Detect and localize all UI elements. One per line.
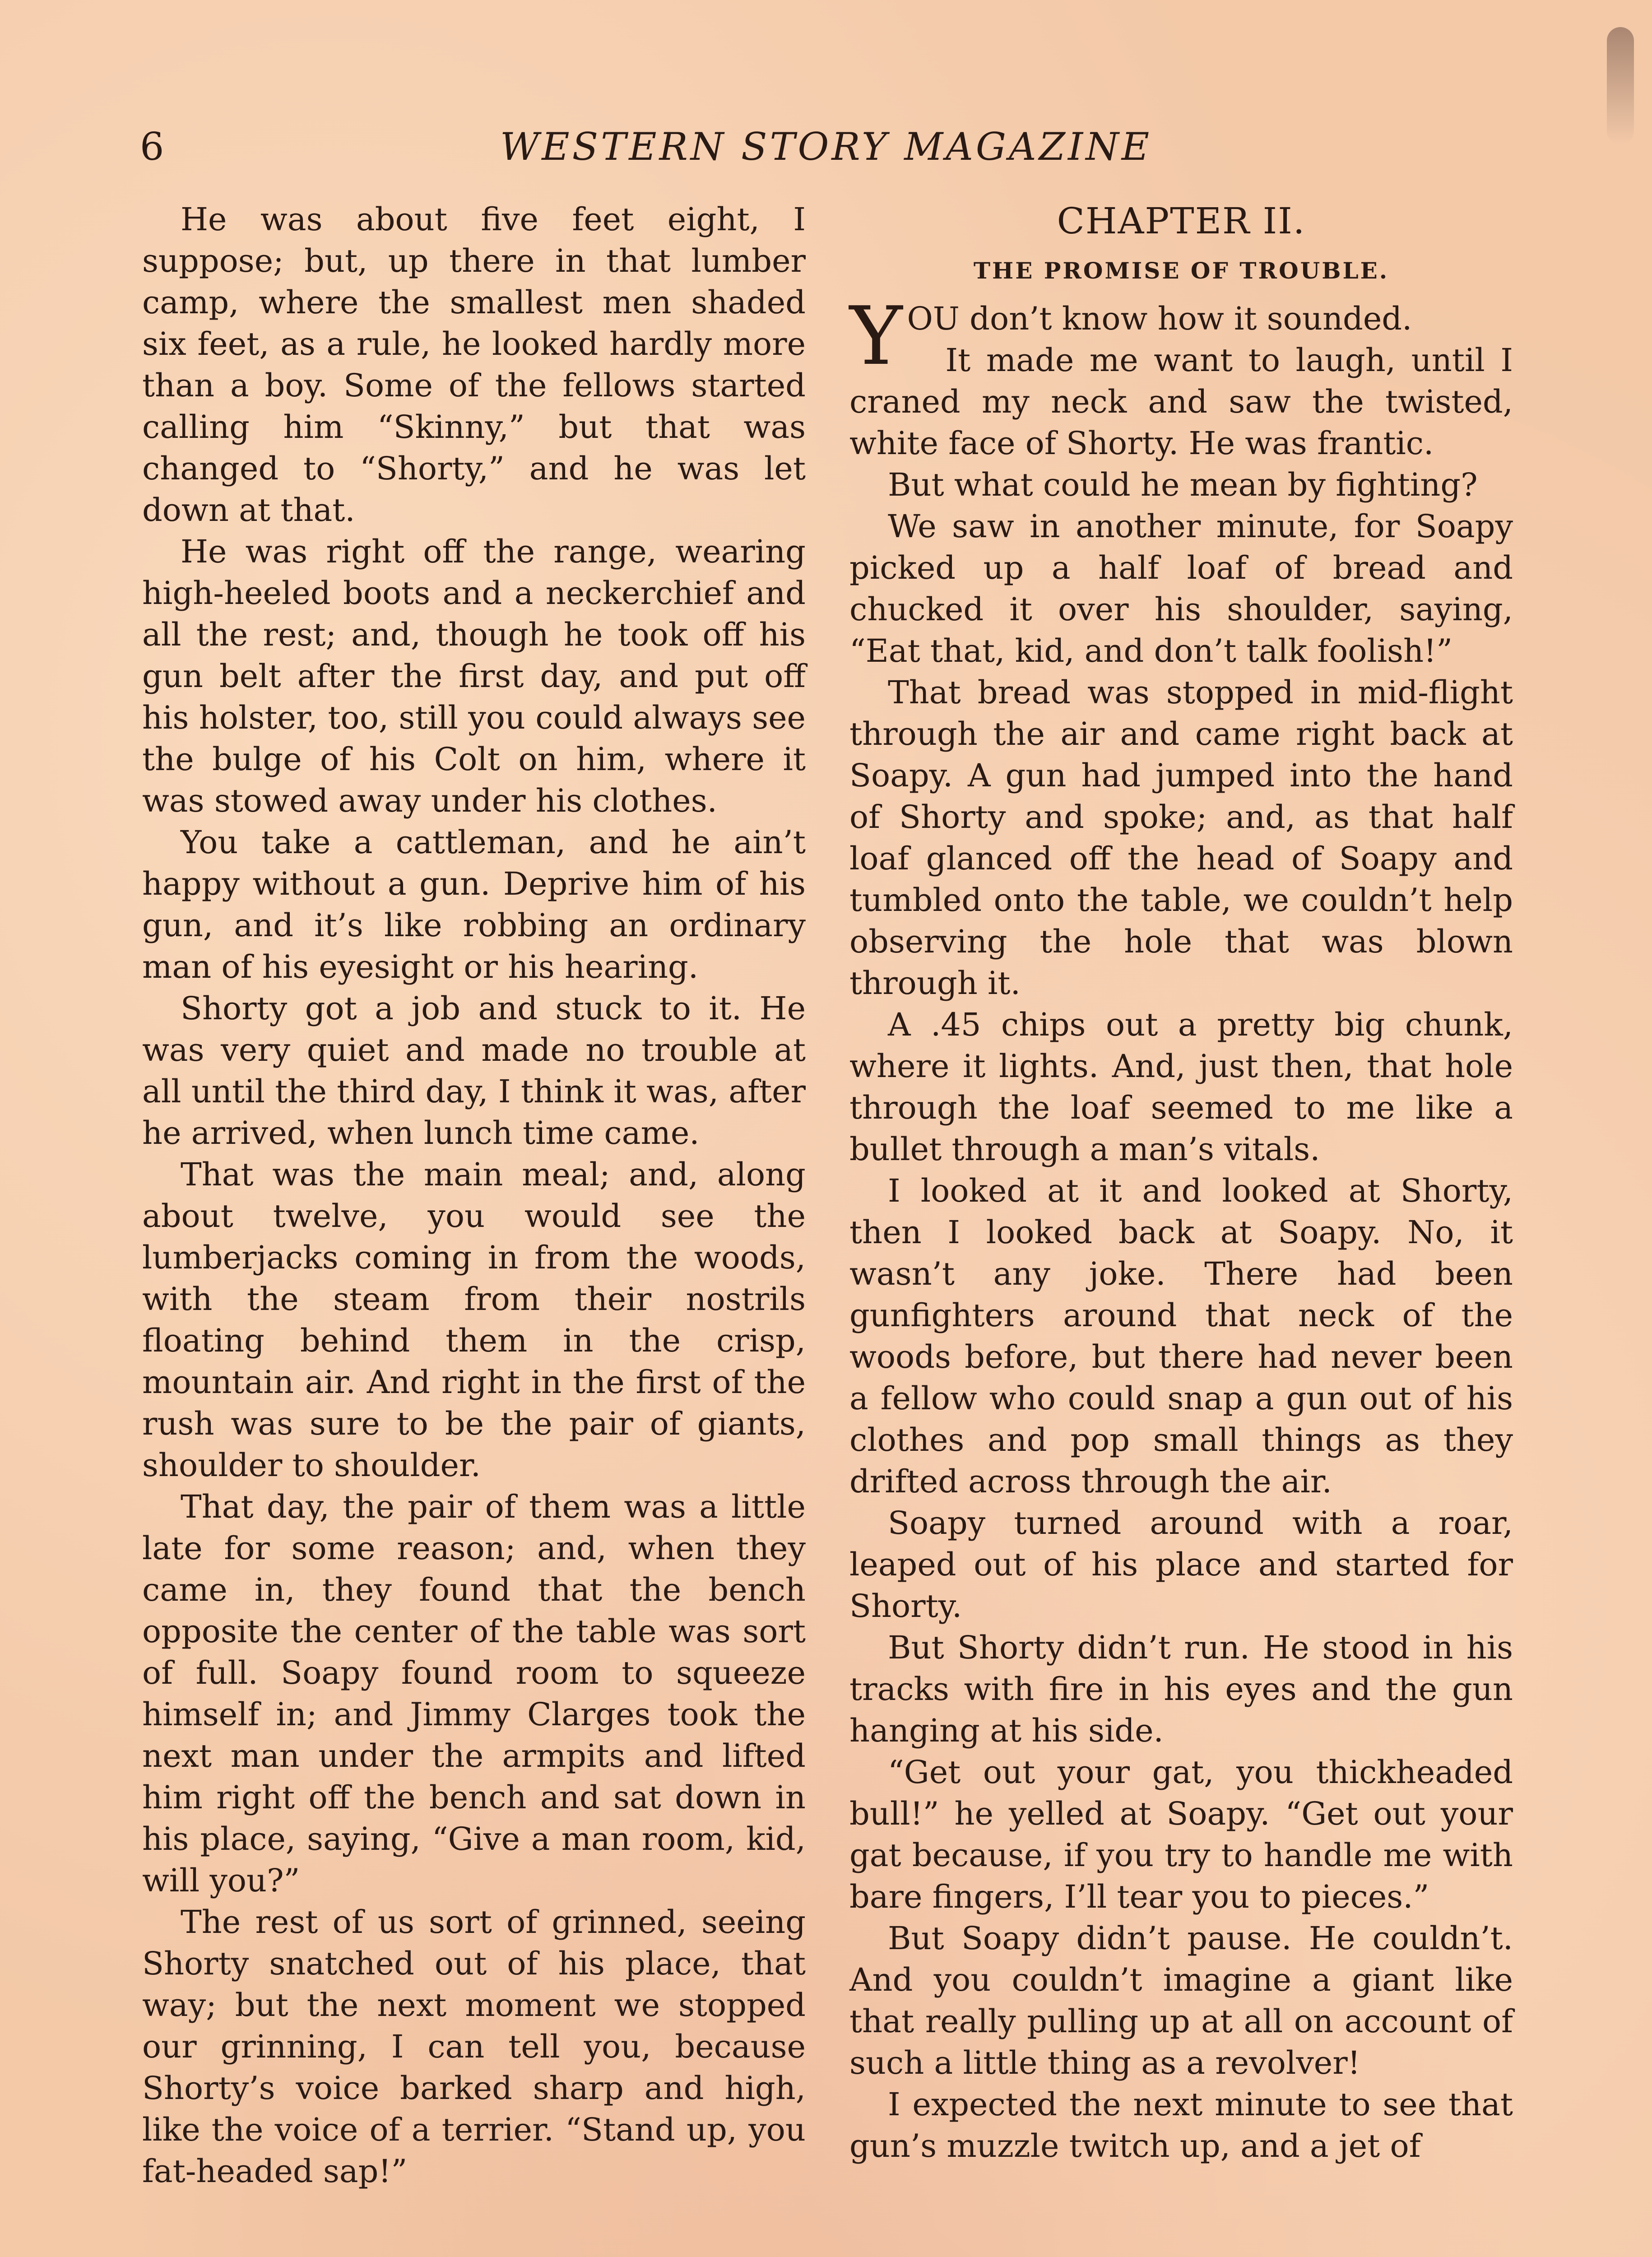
paragraph: Soapy turned around with a roar, leaped out of his place and started for Shorty. bbox=[849, 1505, 1513, 1625]
paragraph: The rest of us sort of grinned, seeing Shorty snatched out of his place, that way; but the next moment we stopped our grinning, I can tell you, because Shorty’s voice barked sharp and high, like the voice of a terrier. “Stand up, you fat-headed sap!” bbox=[142, 1904, 806, 2190]
paragraph: But what could he mean by fighting? bbox=[888, 466, 1478, 503]
page-number: 6 bbox=[140, 125, 164, 169]
chapter-subtitle: THE PROMISE OF TROUBLE. bbox=[973, 257, 1389, 284]
paragraph: We saw in another minute, for Soapy picked up a half loaf of bread and chucked it over his shoulder, saying, “Eat that, kid, and don’t talk foolish!” bbox=[849, 508, 1513, 669]
paragraph: But Shorty didn’t run. He stood in his tracks with fire in his eyes and the gun hanging at his side. bbox=[849, 1629, 1513, 1749]
paragraph: “Get out your gat, you thickheaded bull!” he yelled at Soapy. “Get out your gat because, if you try to handle me with bare fingers, I’ll tear you to pieces.” bbox=[849, 1754, 1513, 1915]
right-column bbox=[849, 199, 1513, 2167]
page-header bbox=[140, 120, 1512, 174]
paragraph: A .45 chips out a pretty big chunk, where it lights. And, just then, that hole through the loaf seemed to me like a bullet through a man’s vitals. bbox=[849, 1006, 1513, 1168]
paragraph: I expected the next minute to see that gun’s muzzle twitch up, and a jet of bbox=[849, 2086, 1513, 2164]
paragraph: Shorty got a job and stuck to it. He was very quiet and made no trouble at all until the third day, I think it was, after he arrived, when lunch time came. bbox=[142, 990, 806, 1152]
paragraph: That day, the pair of them was a little late for some reason; and, when they came in, they found that the bench opposite the center of the table was sort of full. Soapy found room to squeeze himself in; and Jimmy Clarges took the next man under the armpits and lifted him right off the bench and sat down in his place, saying, “Give a man room, kid, will you?” bbox=[142, 1488, 806, 1899]
paragraph: But Soapy didn’t pause. He couldn’t. And you couldn’t imagine a giant like that really pulling up at all on account of such a little thing as a revolver! bbox=[849, 1920, 1513, 2081]
magazine-title: WESTERN STORY MAGAZINE bbox=[500, 125, 1152, 169]
paragraph: He was about five feet eight, I suppose; but, up there in that lumber camp, where the smallest men shaded six feet, as a rule, he looked hardly more than a boy. Some of the fellows started calling him “Skinny,” but that was changed to “Shorty,” and he was let down at that. bbox=[142, 201, 806, 529]
drop-cap: Y bbox=[849, 289, 903, 383]
lead-text: OU don’t know how it sounded. bbox=[907, 300, 1412, 337]
chapter-heading: CHAPTER II. bbox=[1057, 200, 1306, 242]
left-column bbox=[142, 199, 806, 2192]
page-edge-stain bbox=[1607, 27, 1634, 144]
paragraph: That bread was stopped in mid-flight through the air and came right back at Soapy. A gun had jumped into the hand of Shorty and spoke; and, as that half loaf glanced off the head of Soapy and tumbled onto the table, we couldn’t help observing the hole that was blown through it. bbox=[849, 674, 1513, 1002]
paragraph: That was the main meal; and, along about twelve, you would see the lumberjacks coming in from the woods, with the steam from their nostrils floating behind them in the crisp, mountain air. And right in the first of the rush was sure to be the pair of giants, shoulder to shoulder. bbox=[142, 1156, 806, 1484]
paragraph: He was right off the range, wearing high-heeled boots and a neckerchief and all the rest; and, though he took off his gun belt after the first day, and put off his holster, too, still you could always see the bulge of his Colt on him, where it was stowed away under his clothes. bbox=[142, 533, 806, 819]
lead-paragraph bbox=[849, 289, 1513, 383]
paragraph: I looked at it and looked at Shorty, then I looked back at Soapy. No, it wasn’t any joke. There had been gunfighters around that neck of the woods before, but there had never been a fellow who could snap a gun out of his clothes and pop small things as they drifted across through the air. bbox=[849, 1172, 1513, 1500]
paragraph: You take a cattleman, and he ain’t happy without a gun. Deprive him of his gun, and it’s like robbing an ordinary man of his eyesight or his hearing. bbox=[142, 824, 806, 985]
paragraph: It made me want to laugh, until I craned my neck and saw the twisted, white face of Shorty. He was frantic. bbox=[849, 342, 1513, 462]
